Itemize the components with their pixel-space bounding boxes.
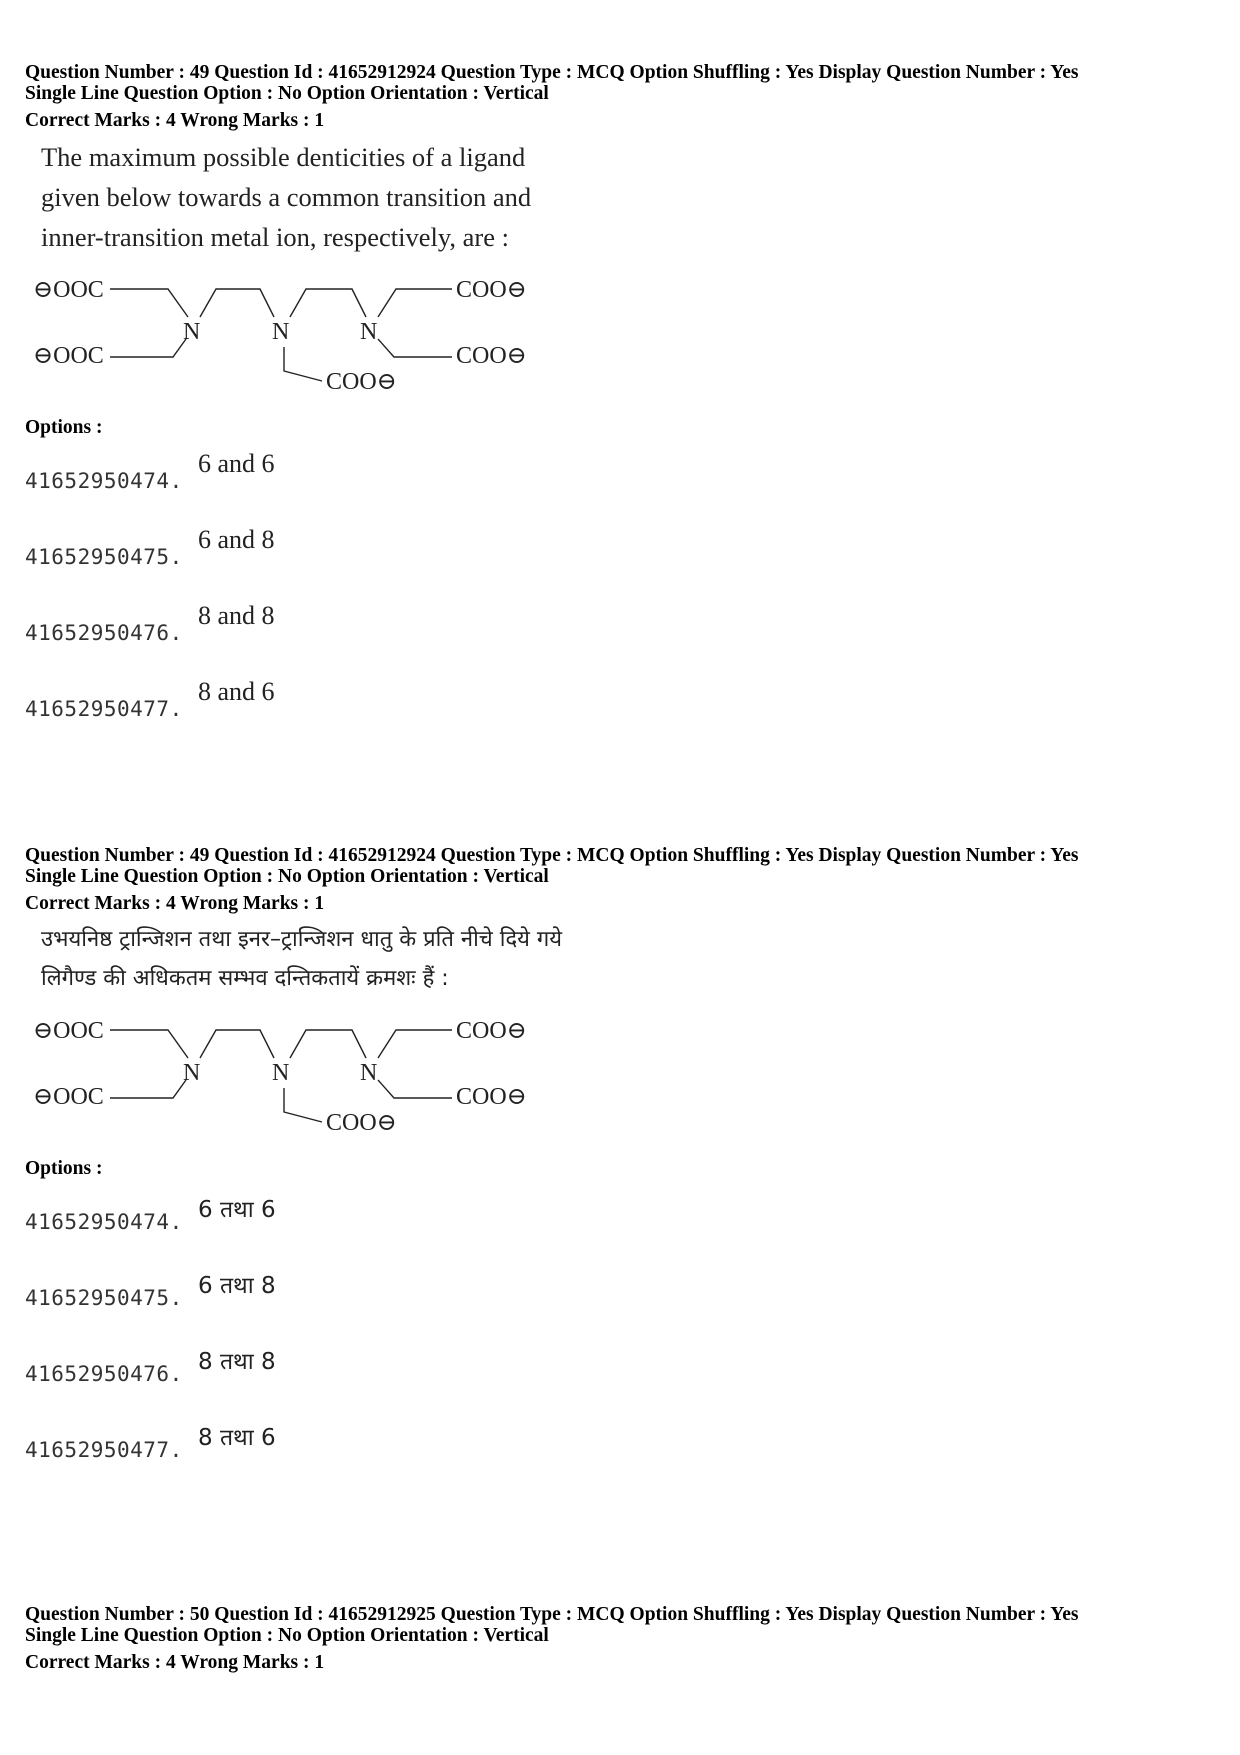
option-text: 6 तथा 6	[198, 1197, 276, 1223]
nitrogen-atom: N	[183, 319, 201, 345]
options-label: Options :	[25, 417, 103, 438]
question-meta-line: Single Line Question Option : No Option Orientation : Vertical	[25, 866, 549, 887]
nitrogen-atom: N	[360, 319, 378, 345]
carboxylate-label: ⊖OOC	[33, 1018, 104, 1044]
option-id: 41652950474.	[25, 1210, 183, 1234]
option-item[interactable]	[25, 1408, 1215, 1484]
carboxylate-label: COO⊖	[326, 1110, 397, 1136]
option-item[interactable]	[25, 439, 1215, 515]
option-item[interactable]	[25, 1332, 1215, 1408]
bond-line	[378, 1080, 452, 1098]
carboxylate-label: COO⊖	[456, 343, 527, 369]
option-item[interactable]	[25, 515, 1215, 591]
question-text: उभयनिष्ठ ट्रान्जिशन तथा इनर–ट्रान्जिशन धातु के प्रति नीचे दिये गये लिगैण्ड की अधिकतम सम्भव दन्तिकतायें क्रमशः हैं :	[41, 927, 563, 991]
bond-line	[284, 1088, 322, 1122]
question-meta-line: Single Line Question Option : No Option Orientation : Vertical	[25, 83, 549, 104]
question-meta-line: Question Number : 49 Question Id : 41652912924 Question Type : MCQ Option Shuffling : Yes Display Question Number : Yes	[25, 845, 1079, 866]
bond-line	[200, 1030, 274, 1058]
option-text: 6 तथा 8	[198, 1273, 276, 1299]
option-id: 41652950477.	[25, 697, 183, 721]
question-meta-line: Question Number : 49 Question Id : 41652912924 Question Type : MCQ Option Shuffling : Yes Display Question Number : Yes	[25, 62, 1079, 83]
marks-line: Correct Marks : 4 Wrong Marks : 1	[25, 893, 325, 914]
option-id: 41652950475.	[25, 545, 183, 569]
carboxylate-label: ⊖OOC	[33, 343, 104, 369]
options-label: Options :	[25, 1158, 103, 1179]
option-text: 8 तथा 6	[198, 1425, 276, 1451]
nitrogen-atom: N	[183, 1060, 201, 1086]
option-text: 8 and 8	[198, 601, 275, 630]
nitrogen-atom: N	[360, 1060, 378, 1086]
carboxylate-label: COO⊖	[456, 277, 527, 303]
option-id: 41652950476.	[25, 1362, 183, 1386]
option-text: 8 तथा 8	[198, 1349, 276, 1375]
option-item[interactable]	[25, 1180, 1215, 1256]
question-meta-line: Question Number : 50 Question Id : 41652912925 Question Type : MCQ Option Shuffling : Yes Display Question Number : Yes	[25, 1604, 1079, 1625]
bond-line	[290, 289, 366, 317]
option-text: 8 and 6	[198, 677, 275, 706]
nitrogen-atom: N	[272, 319, 290, 345]
bond-line	[284, 347, 322, 381]
option-item[interactable]	[25, 1256, 1215, 1332]
option-text: 6 and 8	[198, 525, 275, 554]
carboxylate-label: COO⊖	[456, 1018, 527, 1044]
bond-line	[200, 289, 274, 317]
option-item[interactable]	[25, 591, 1215, 667]
ligand-structure	[28, 267, 548, 407]
ligand-structure	[28, 1008, 548, 1148]
bond-line	[290, 1030, 366, 1058]
question-text: The maximum possible denticities of a ligand given below towards a common transition and inner-transition metal ion, respectively, are :	[41, 142, 532, 252]
option-text: 6 and 6	[198, 449, 275, 478]
carboxylate-label: COO⊖	[326, 369, 397, 395]
bond-line	[110, 289, 188, 317]
carboxylate-label: COO⊖	[456, 1084, 527, 1110]
marks-line: Correct Marks : 4 Wrong Marks : 1	[25, 1652, 325, 1673]
option-id: 41652950476.	[25, 621, 183, 645]
question-meta-line: Single Line Question Option : No Option Orientation : Vertical	[25, 1625, 549, 1646]
marks-line: Correct Marks : 4 Wrong Marks : 1	[25, 110, 325, 131]
nitrogen-atom: N	[272, 1060, 290, 1086]
question-49-hindi	[25, 845, 1215, 1484]
option-id: 41652950475.	[25, 1286, 183, 1310]
question-49-english	[25, 62, 1215, 743]
bond-line	[378, 339, 452, 357]
option-id: 41652950477.	[25, 1438, 183, 1462]
option-item[interactable]	[25, 667, 1215, 743]
bond-line	[110, 1080, 186, 1098]
bond-line	[378, 289, 452, 317]
carboxylate-label: ⊖OOC	[33, 1084, 104, 1110]
carboxylate-label: ⊖OOC	[33, 277, 104, 303]
bond-line	[110, 1030, 188, 1058]
bond-line	[378, 1030, 452, 1058]
option-id: 41652950474.	[25, 469, 183, 493]
bond-line	[110, 339, 186, 357]
question-50	[25, 1604, 1215, 1673]
